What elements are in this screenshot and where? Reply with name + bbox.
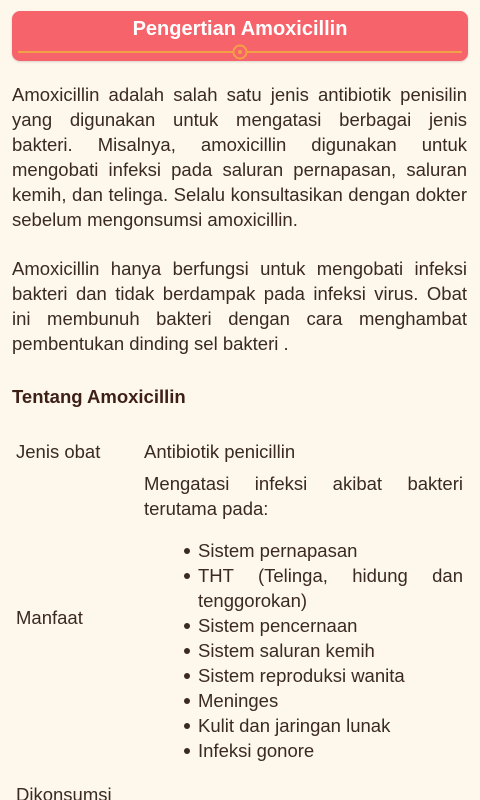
benefit-intro-line2: terutama pada: (144, 498, 269, 519)
benefit-intro-line1: Mengatasi infeksi akibat bakteri (144, 473, 463, 494)
list-item: Sistem saluran kemih (184, 638, 463, 663)
list-item: Sistem pencernaan (184, 613, 463, 638)
circle-ornament-icon (232, 44, 248, 60)
benefit-intro (144, 471, 463, 521)
list-item: Meninges (184, 688, 463, 713)
article-content (12, 82, 467, 800)
list-item: Sistem pernapasan (184, 538, 463, 563)
consumed-label: Dikonsumsi (16, 784, 112, 800)
drug-type-label: Jenis obat (16, 441, 101, 462)
section-header (12, 11, 468, 61)
table-row (12, 782, 144, 800)
page-title: Pengertian Amoxicillin (132, 18, 348, 40)
benefit-value (144, 471, 463, 763)
drug-type-value: Antibiotik penicillin (144, 441, 296, 462)
intro-paragraph: Amoxicillin adalah salah satu jenis antibiotik penisilin yang digunakan untuk mengatasi berbagai jenis bakteri. Misalnya, amoxicillin digunakan untuk mengobati infeksi pada saluran pernapasan, saluran kemih, dan telinga. Selalu konsultasikan dengan dokter sebelum mengonsumsi amoxicillin. (12, 84, 467, 230)
list-item: Sistem reproduksi wanita (184, 663, 463, 688)
list-item: Infeksi gonore (184, 738, 463, 763)
table-row (12, 439, 467, 464)
mechanism-paragraph: Amoxicillin hanya berfungsi untuk mengobati infeksi bakteri dan tidak berdampak pada infeksi virus. Obat ini membunuh bakteri dengan cara menghambat pembentukan dinding sel bakteri . (12, 258, 467, 354)
list-item: THT (Telinga, hidung dan tenggorokan) (184, 563, 463, 613)
about-section-title: Tentang Amoxicillin (12, 386, 186, 407)
drug-info-table (12, 439, 467, 763)
benefit-label: Manfaat (16, 606, 83, 628)
list-item: Kulit dan jaringan lunak (184, 713, 463, 738)
benefit-list (144, 538, 463, 763)
table-row (12, 471, 467, 763)
